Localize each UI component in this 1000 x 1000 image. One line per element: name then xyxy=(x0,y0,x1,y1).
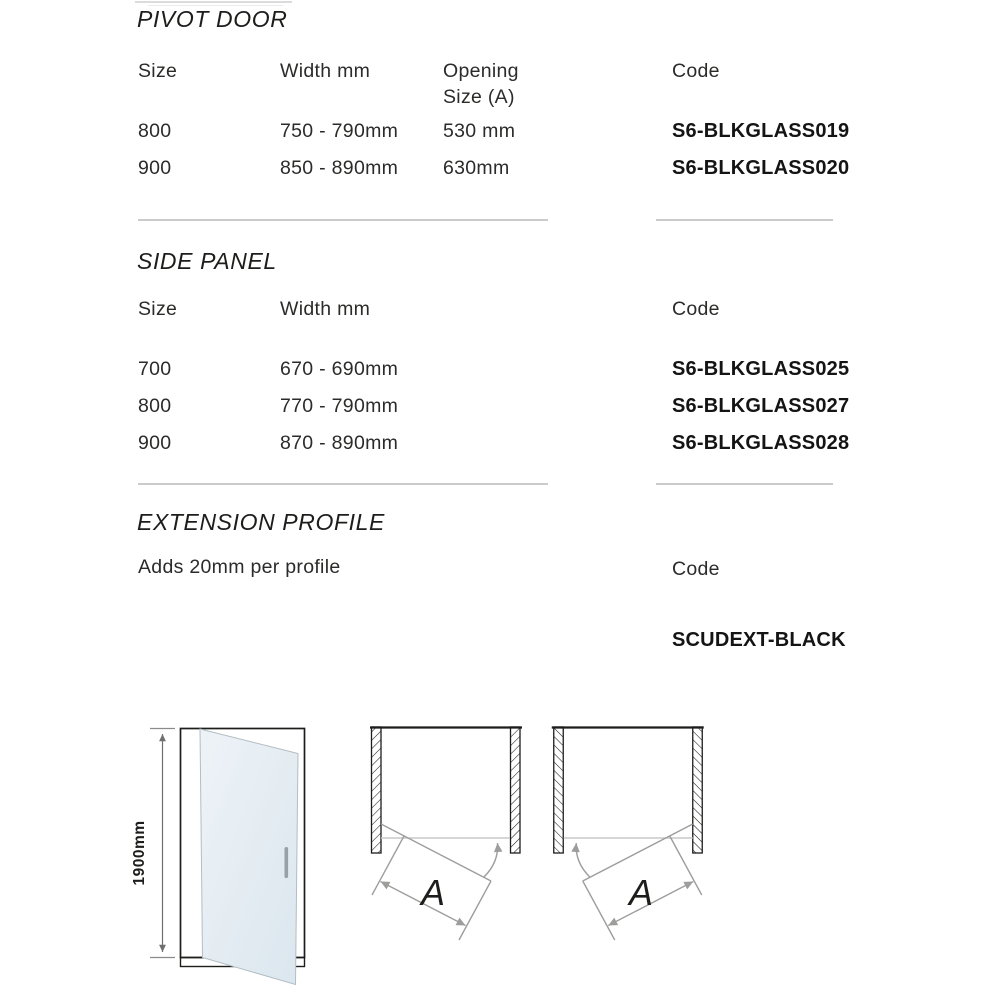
pivot-row-code: S6-BLKGLASS019 xyxy=(672,120,850,142)
side-col-header-size: Size xyxy=(138,298,178,320)
side-col-header-code: Code xyxy=(672,298,720,320)
wall-profile-right xyxy=(511,727,521,853)
extension-profile-description: Adds 20mm per profile xyxy=(138,556,341,578)
side-col-header-width: Width mm xyxy=(280,298,371,320)
technical-drawings xyxy=(120,700,720,1000)
pivot-row-width: 750 - 790mm xyxy=(280,120,399,142)
pivot-col-header-code: Code xyxy=(672,60,720,82)
cropped-text-artifact xyxy=(135,1,292,3)
table-row xyxy=(138,157,898,185)
section-divider-right xyxy=(656,483,833,485)
pivot-row-code: S6-BLKGLASS020 xyxy=(672,157,850,179)
swing-arc xyxy=(484,843,498,877)
top-view-diagram-hinge-right xyxy=(552,727,704,940)
side-row-code: S6-BLKGLASS028 xyxy=(672,432,850,454)
pivot-row-width: 850 - 890mm xyxy=(280,157,399,179)
side-row-size: 800 xyxy=(138,395,172,417)
section-divider-left xyxy=(138,483,548,485)
side-row-size: 900 xyxy=(138,432,172,454)
height-dimension xyxy=(131,729,175,958)
side-row-code: S6-BLKGLASS027 xyxy=(672,395,850,417)
side-row-code: S6-BLKGLASS025 xyxy=(672,358,850,380)
side-row-width: 670 - 690mm xyxy=(280,358,399,380)
section-divider-left xyxy=(138,219,548,221)
pivot-col-header-width: Width mm xyxy=(280,60,371,82)
pivot-row-size: 800 xyxy=(138,120,172,142)
table-row xyxy=(138,395,898,423)
door-elevation-diagram xyxy=(131,729,305,985)
pivot-row-opening: 630mm xyxy=(443,157,510,179)
extension-col-header-code: Code xyxy=(672,558,720,580)
door-height-label: 1900mm xyxy=(131,820,148,886)
side-row-size: 700 xyxy=(138,358,172,380)
pivot-door-header-row xyxy=(138,58,898,118)
pivot-row-opening: 530 mm xyxy=(443,120,516,142)
section-divider-right xyxy=(656,219,833,221)
pivot-col-header-size: Size xyxy=(138,60,178,82)
table-row xyxy=(138,120,898,148)
glass-panel xyxy=(200,729,298,985)
table-row xyxy=(138,432,898,460)
side-panel-header-row xyxy=(138,296,898,324)
opening-size-label: A xyxy=(628,872,654,913)
swing-arc xyxy=(576,843,590,877)
side-row-width: 770 - 790mm xyxy=(280,395,399,417)
wall-profile-left xyxy=(554,727,564,853)
top-view-diagram-hinge-left xyxy=(370,727,522,940)
side-panel-section-title: SIDE PANEL xyxy=(137,248,277,274)
wall-profile-left xyxy=(372,727,382,853)
door-handle xyxy=(285,847,289,878)
opening-size-label: A xyxy=(420,872,446,913)
pivot-row-size: 900 xyxy=(138,157,172,179)
wall-profile-right xyxy=(693,727,703,853)
extension-profile-code: SCUDEXT-BLACK xyxy=(672,629,846,651)
pivot-door-section-title: PIVOT DOOR xyxy=(137,6,288,32)
side-row-width: 870 - 890mm xyxy=(280,432,399,454)
table-row xyxy=(138,358,898,386)
extension-profile-section-title: EXTENSION PROFILE xyxy=(137,509,385,535)
pivot-col-header-opening: Opening Size (A) xyxy=(443,60,519,108)
